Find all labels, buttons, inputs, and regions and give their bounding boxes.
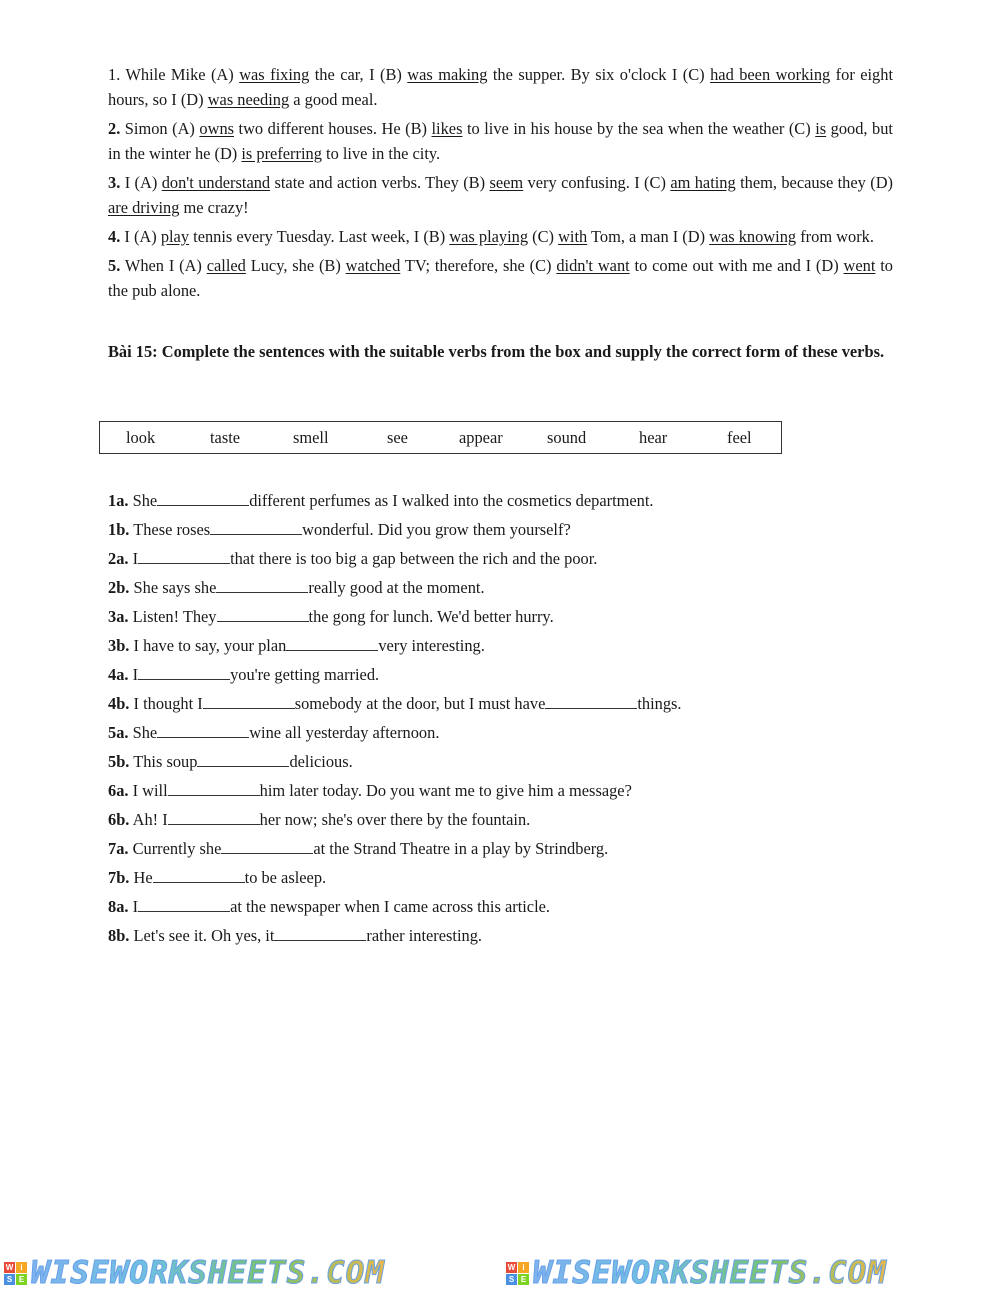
answer-blank[interactable]	[203, 692, 295, 709]
underlined-option-c: with	[558, 227, 588, 246]
verb-box	[99, 421, 782, 454]
verb-word: see	[387, 428, 408, 447]
answer-blank[interactable]	[545, 692, 637, 709]
question-number: 2.	[108, 119, 121, 138]
answer-blank[interactable]	[210, 518, 302, 535]
question-1: 1. While Mike (A) was fixing the car, I (B) was making the supper. By six o'clock I (C) had been working for eight hours, so I (D) was needing a good meal.	[108, 65, 893, 109]
underlined-option-c: is	[815, 119, 827, 138]
underlined-option-c: had been working	[710, 65, 831, 84]
question-number: 5.	[108, 256, 121, 275]
answer-blank[interactable]	[138, 895, 230, 912]
exercise-item: 7a. Currently she at the Strand Theatre in a play by Strindberg.	[108, 839, 609, 858]
verb-word: taste	[210, 428, 241, 447]
verb-word: sound	[547, 428, 587, 447]
question-number: 4.	[108, 227, 121, 246]
underlined-option-a: don't understand	[161, 173, 271, 192]
exercise-item: 4b. I thought I somebody at the door, but I must have things.	[108, 694, 682, 713]
underlined-option-d: went	[843, 256, 876, 275]
exercise-heading: Bài 15: Complete the sentences with the suitable verbs from the box and supply the correct form of these verbs.	[108, 342, 885, 361]
verb-word: appear	[459, 428, 503, 447]
exercise-item: 6b. Ah! I her now; she's over there by the fountain.	[108, 810, 531, 829]
answer-blank[interactable]	[168, 808, 260, 825]
fill-in-exercise	[108, 488, 898, 952]
question-4: 4. I (A) play tennis every Tuesday. Last week, I (B) was playing (C) with Tom, a man I (D) was knowing from work.	[108, 227, 874, 246]
brand-text: WISEWORKSHEETS.COM	[31, 1255, 385, 1291]
exercise-item: 1b. These roses wonderful. Did you grow them yourself?	[108, 520, 571, 539]
brand-watermark	[506, 1257, 887, 1289]
brand-logo-icon: W i S E	[506, 1262, 529, 1285]
exercise-item: 8a. I at the newspaper when I came across this article.	[108, 897, 551, 916]
question-number: 1.	[108, 65, 121, 84]
exercise-item: 3a. Listen! They the gong for lunch. We'd better hurry.	[108, 607, 554, 626]
underlined-option-a: called	[206, 256, 246, 275]
worksheet-part-1	[108, 62, 893, 364]
underlined-option-b: was playing	[449, 227, 529, 246]
underlined-option-c: am hating	[670, 173, 736, 192]
underlined-option-a: play	[160, 227, 190, 246]
exercise-item: 5a. She wine all yesterday afternoon.	[108, 723, 440, 742]
answer-blank[interactable]	[138, 547, 230, 564]
question-number: 3.	[108, 173, 121, 192]
underlined-option-d: is preferring	[241, 144, 322, 163]
exercise-item: 7b. He to be asleep.	[108, 868, 327, 887]
answer-blank[interactable]	[216, 576, 308, 593]
underlined-option-b: seem	[489, 173, 524, 192]
verb-word: smell	[293, 428, 329, 447]
exercise-item: 1a. She different perfumes as I walked into the cosmetics department.	[108, 491, 654, 510]
underlined-option-d: was knowing	[709, 227, 797, 246]
question-3: 3. I (A) don't understand state and action verbs. They (B) seem very confusing. I (C) am hating them, because they (D) are driving me crazy!	[108, 173, 893, 217]
brand-text: WISEWORKSHEETS.COM	[533, 1255, 887, 1291]
question-5: 5. When I (A) called Lucy, she (B) watched TV; therefore, she (C) didn't want to come out with me and I (D) went to the pub alone.	[108, 256, 893, 300]
underlined-option-c: didn't want	[556, 256, 630, 275]
exercise-item: 3b. I have to say, your plan very interesting.	[108, 636, 485, 655]
underlined-option-d: are driving	[108, 198, 180, 217]
answer-blank[interactable]	[286, 634, 378, 651]
verb-word: hear	[639, 428, 668, 447]
underlined-option-b: watched	[345, 256, 401, 275]
verb-word: look	[126, 428, 156, 447]
underlined-option-b: was making	[407, 65, 488, 84]
brand-watermark	[4, 1257, 385, 1289]
underlined-option-d: was needing	[207, 90, 290, 109]
underlined-option-b: likes	[431, 119, 463, 138]
exercise-item: 6a. I will him later today. Do you want me to give him a message?	[108, 781, 632, 800]
exercise-item: 8b. Let's see it. Oh yes, it rather interesting.	[108, 926, 483, 945]
answer-blank[interactable]	[153, 866, 245, 883]
answer-blank[interactable]	[157, 721, 249, 738]
answer-blank[interactable]	[274, 924, 366, 941]
answer-blank[interactable]	[197, 750, 289, 767]
answer-blank[interactable]	[217, 605, 309, 622]
exercise-item: 4a. I you're getting married.	[108, 665, 380, 684]
verb-word: feel	[727, 428, 752, 447]
answer-blank[interactable]	[138, 663, 230, 680]
underlined-option-a: owns	[199, 119, 235, 138]
exercise-item: 2b. She says she really good at the moment.	[108, 578, 485, 597]
answer-blank[interactable]	[157, 489, 249, 506]
exercise-item: 5b. This soup delicious.	[108, 752, 353, 771]
answer-blank[interactable]	[168, 779, 260, 796]
question-2: 2. Simon (A) owns two different houses. He (B) likes to live in his house by the sea when the weather (C) is good, but in the winter he (D) is preferring to live in the city.	[108, 119, 893, 163]
exercise-item: 2a. I that there is too big a gap between the rich and the poor.	[108, 549, 598, 568]
answer-blank[interactable]	[221, 837, 313, 854]
underlined-option-a: was fixing	[239, 65, 310, 84]
footer-banner	[0, 1257, 1000, 1289]
brand-logo-icon: W i S E	[4, 1262, 27, 1285]
